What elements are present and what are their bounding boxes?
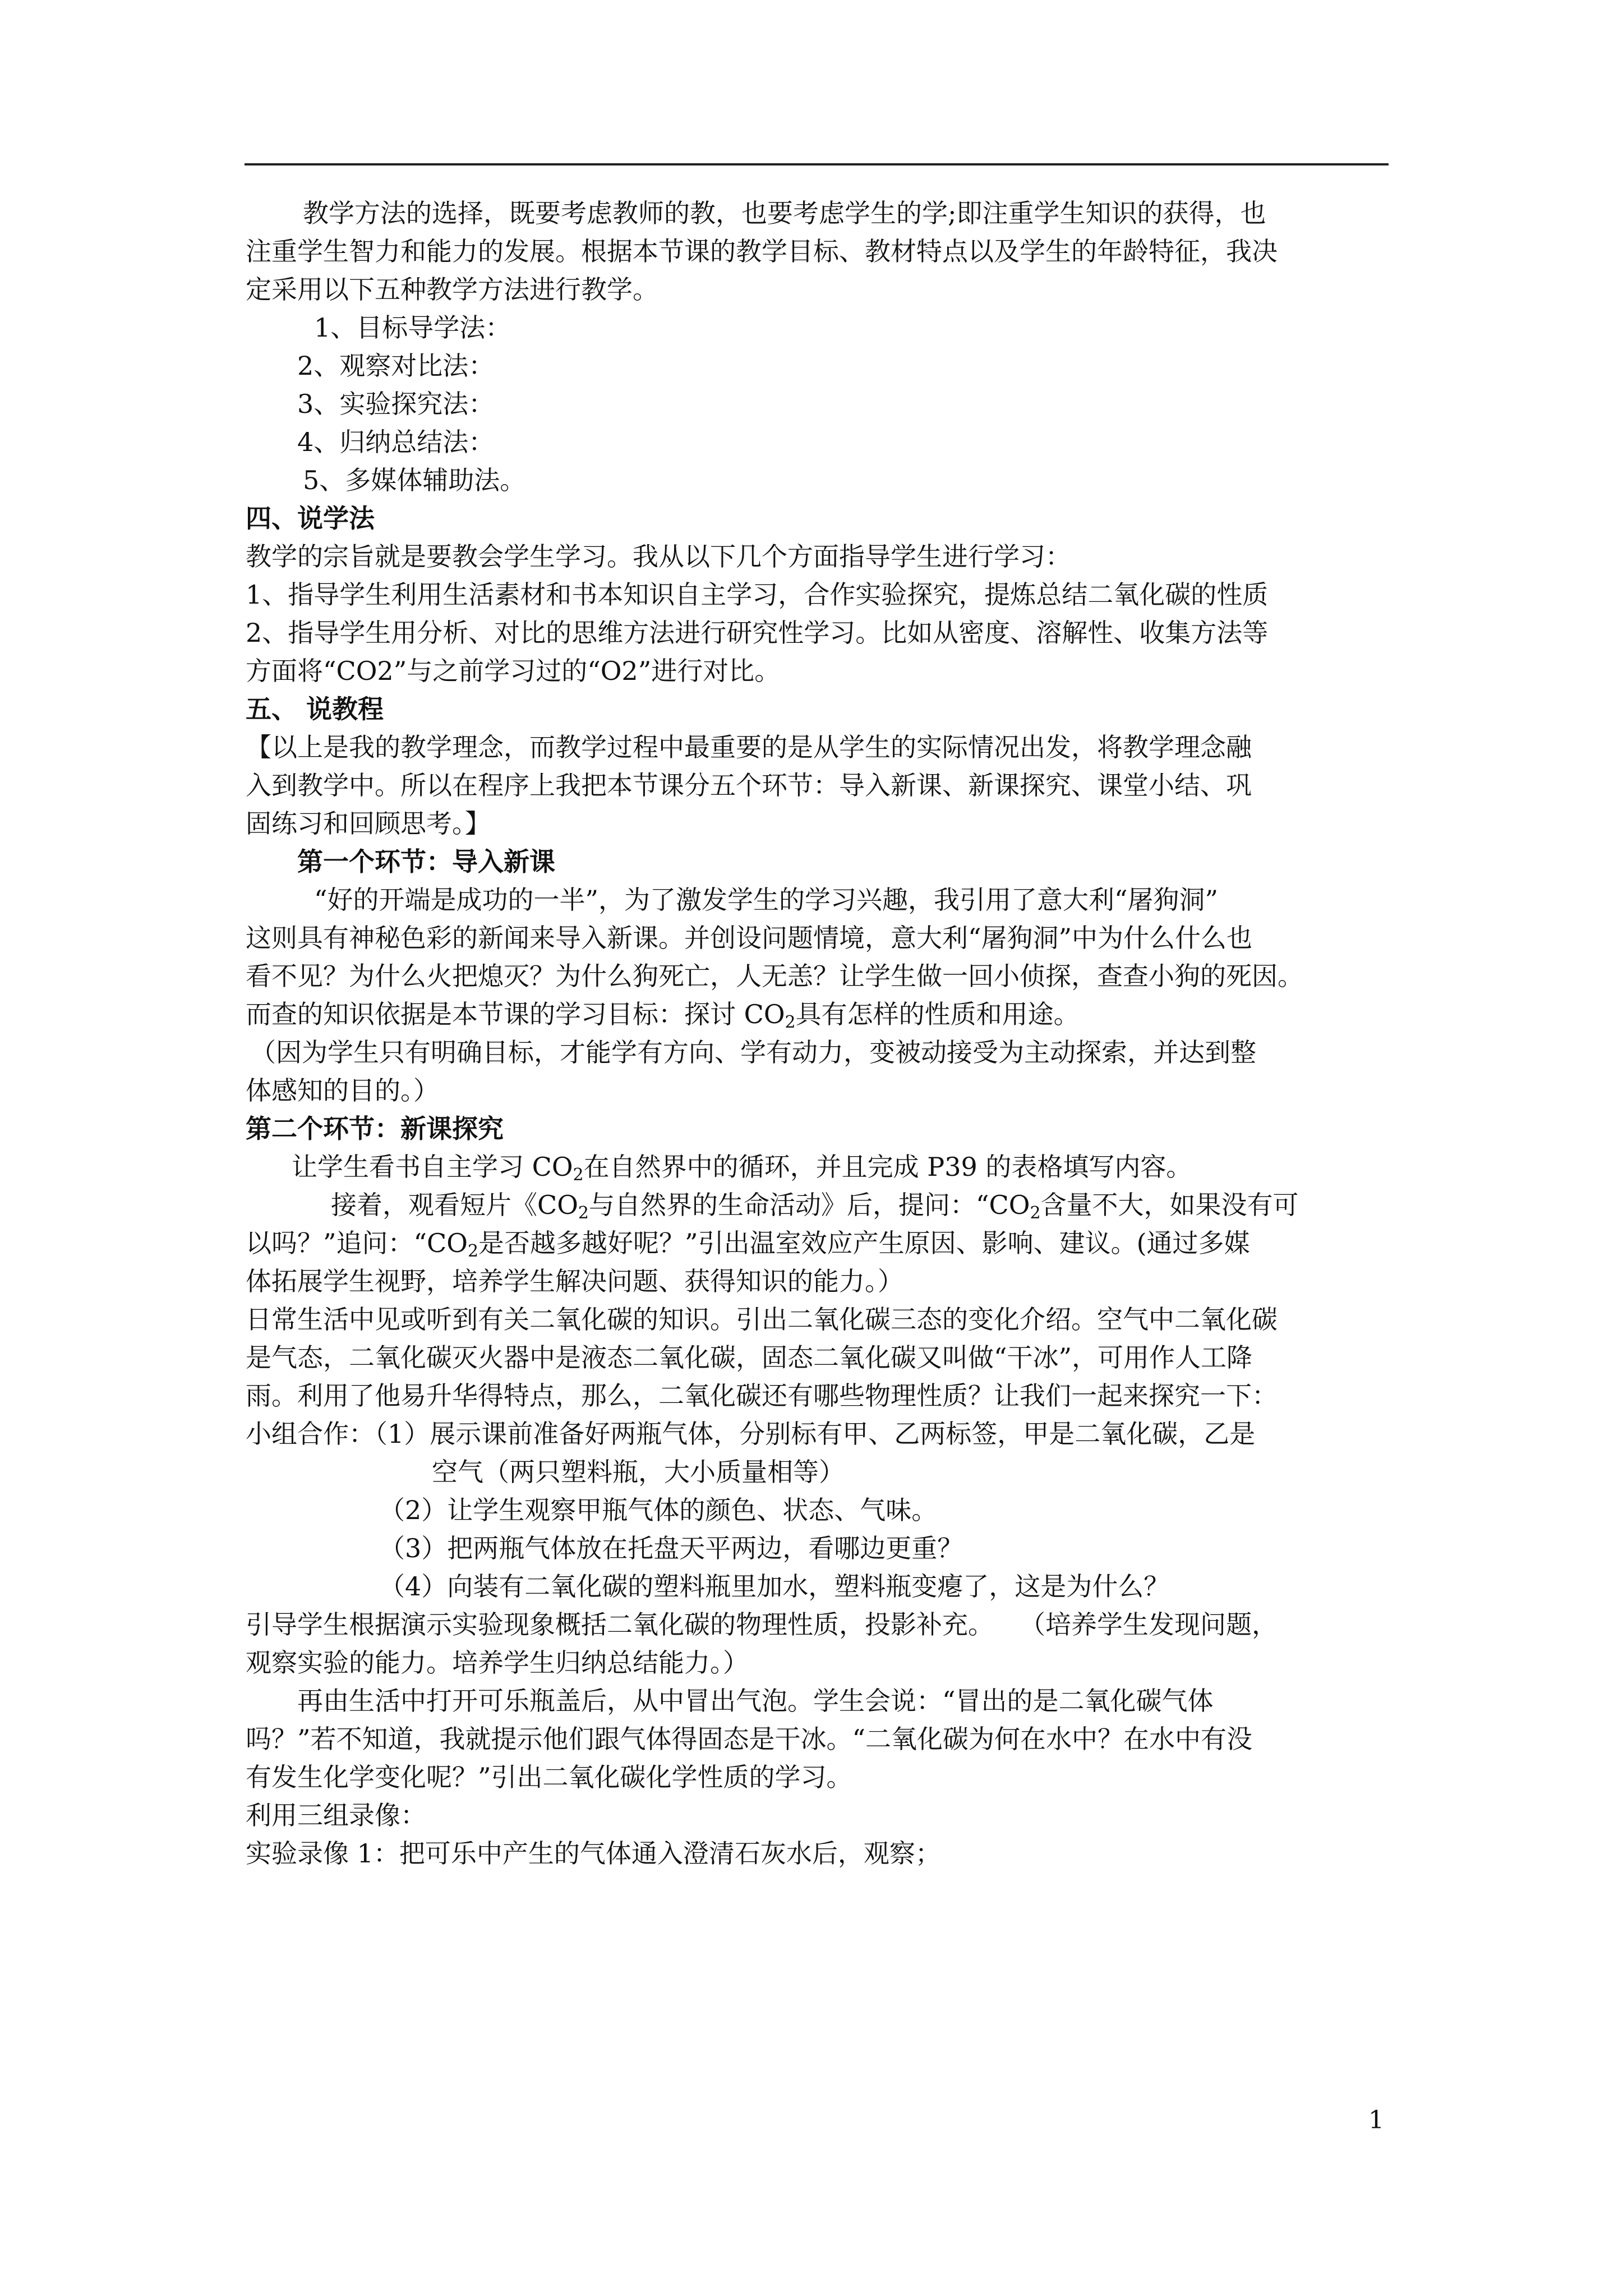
paragraph-line (246, 993, 1080, 1036)
paragraph-line (246, 1222, 1250, 1264)
paragraph-line: 体感知的目的。） (246, 1075, 439, 1106)
paragraph-line: 吗？”若不知道，我就提示他们跟气体得固态是干冰。“二氧化碳为何在水中？在水中有没 (246, 1724, 1253, 1754)
text-segment: 在自然界中的循环，并且完成 P39 的表格填写内容。 (583, 1152, 1192, 1182)
text-segment: 与自然界的生命活动》后，提问：“CO (589, 1190, 1030, 1220)
paragraph-line: 雨。利用了他易升华得特点，那么，二氧化碳还有哪些物理性质？让我们一起来探究一下： (246, 1381, 1278, 1411)
header-rule (245, 163, 1389, 165)
paragraph-line: 体拓展学生视野，培养学生解决问题、获得知识的能力。） (246, 1266, 903, 1296)
text-segment: 含量不大，如果没有可 (1040, 1190, 1299, 1220)
paragraph-line (292, 1145, 1192, 1188)
paragraph-line: 再由生活中打开可乐瓶盖后，从中冒出气泡。学生会说：“冒出的是二氧化碳气体 (297, 1686, 1214, 1716)
paragraph-line: 入到教学中。所以在程序上我把本节课分五个环节：导入新课、新课探究、课堂小结、巩 (246, 770, 1252, 800)
paragraph-line: 固练习和回顾思考。】 (246, 808, 491, 839)
list-item: 2、观察对比法： (297, 351, 495, 381)
section-heading: 五、 说教程 (246, 694, 384, 724)
paragraph-line: 2、指导学生用分析、对比的思维方法进行研究性学习。比如从密度、溶解性、收集方法等 (246, 618, 1269, 648)
section-heading: 四、说学法 (246, 503, 375, 533)
paragraph-line: 观察实验的能力。培养学生归纳总结能力。） (246, 1648, 749, 1678)
paragraph-line: 定采用以下五种教学方法进行教学。 (246, 274, 658, 305)
paragraph-line: 1、指导学生利用生活素材和书本知识自主学习，合作实验探究，提炼总结二氧化碳的性质 (246, 579, 1269, 610)
paragraph-line: 引导学生根据演示实验现象概括二氧化碳的物理性质，投影补充。 （培养学生发现问题， (246, 1609, 1278, 1640)
paragraph-line: 注重学生智力和能力的发展。根据本节课的教学目标、教材特点以及学生的年龄特征，我决 (246, 236, 1278, 266)
paragraph-line: （因为学生只有明确目标，才能学有方向、学有动力，变被动接受为主动探索，并达到整 (250, 1037, 1256, 1068)
paragraph-line: 这则具有神秘色彩的新闻来导入新课。并创设问题情境，意大利“屠狗洞”中为什么什么也 (246, 923, 1253, 953)
paragraph-line (331, 1184, 1299, 1226)
subscript: 2 (785, 1013, 796, 1032)
paragraph-line: 空气（两只塑料瓶，大小质量相等） (432, 1457, 845, 1487)
paragraph-line: 看不见？为什么火把熄灭？为什么狗死亡，人无恙？让学生做一回小侦探，查查小狗的死因。 (246, 961, 1303, 991)
list-item: 5、多媒体辅助法。 (303, 465, 526, 495)
list-item: （3）把两瓶气体放在托盘天平两边，看哪边更重？ (379, 1533, 963, 1563)
paragraph-line: 有发生化学变化呢？”引出二氧化碳化学性质的学习。 (246, 1762, 852, 1792)
list-item: 4、归纳总结法： (297, 427, 495, 457)
text-segment: 而查的知识依据是本节课的学习目标：探讨 CO (246, 999, 785, 1029)
list-item: 3、实验探究法： (297, 389, 495, 419)
text-segment: 是否越多越好呢？”引出温室效应产生原因、影响、建议。(通过多媒 (478, 1228, 1250, 1258)
list-item: （4）向装有二氧化碳的塑料瓶里加水，塑料瓶变瘪了，这是为什么？ (379, 1571, 1170, 1602)
text-segment: 接着，观看短片《CO (331, 1190, 578, 1220)
paragraph-line: “好的开端是成功的一半”，为了激发学生的学习兴趣，我引用了意大利“屠狗洞” (314, 885, 1219, 915)
paragraph-line: 方面将“CO2”与之前学习过的“O2”进行对比。 (246, 656, 781, 686)
text-segment: 具有怎样的性质和用途。 (795, 999, 1080, 1029)
paragraph-line: 教学方法的选择，既要考虑教师的教，也要考虑学生的学;即注重学生知识的获得，也 (303, 198, 1266, 228)
text-segment: 让学生看书自主学习 CO (292, 1152, 573, 1182)
subscript: 2 (578, 1203, 589, 1223)
subscript: 2 (1030, 1203, 1041, 1223)
subscript: 2 (467, 1241, 479, 1261)
paragraph-line: 是气态，二氧化碳灭火器中是液态二氧化碳，固态二氧化碳又叫做“干冰”，可用作人工降 (246, 1342, 1253, 1373)
text-segment: 以吗？”追问：“CO (246, 1228, 468, 1258)
paragraph-line: 实验录像 1：把可乐中产生的气体通入澄清石灰水后，观察； (246, 1838, 941, 1869)
paragraph-line: 利用三组录像： (246, 1800, 426, 1830)
subsection-heading: 第二个环节：新课探究 (246, 1114, 504, 1144)
list-item: 1、目标导学法： (314, 312, 511, 343)
list-item: （2）让学生观察甲瓶气体的颜色、状态、气味。 (379, 1495, 938, 1525)
paragraph-line: 教学的宗旨就是要教会学生学习。我从以下几个方面指导学生进行学习： (246, 541, 1071, 572)
paragraph-line: 日常生活中见或听到有关二氧化碳的知识。引出二氧化碳三态的变化介绍。空气中二氧化碳 (246, 1304, 1278, 1335)
subscript: 2 (573, 1165, 584, 1185)
subsection-heading: 第一个环节：导入新课 (297, 846, 555, 877)
page-number: 1 (1368, 2106, 1384, 2134)
paragraph-line: 【以上是我的教学理念，而教学过程中最重要的是从学生的实际情况出发，将教学理念融 (246, 732, 1252, 762)
paragraph-line: 小组合作：（1）展示课前准备好两瓶气体，分别标有甲、乙两标签，甲是二氧化碳，乙是 (246, 1419, 1256, 1449)
